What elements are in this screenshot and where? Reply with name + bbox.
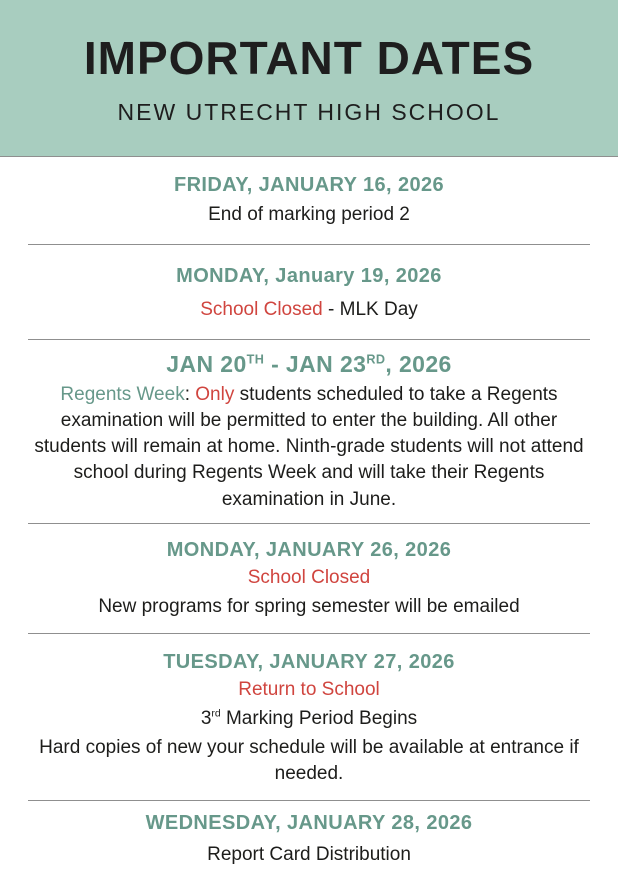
ordinal-suffix: RD — [366, 352, 386, 366]
marking-period-text: Marking Period Begins — [220, 708, 418, 730]
school-closed-label: School Closed — [247, 566, 371, 588]
number: 3 — [200, 708, 212, 730]
ordinal-suffix: rd — [211, 708, 221, 720]
section-text: New programs for spring semester will be emailed — [98, 595, 520, 617]
colon: : — [184, 383, 196, 405]
date-part: JAN 20 — [166, 350, 247, 377]
mlk-day-label: - MLK Day — [322, 298, 418, 320]
school-name: NEW UTRECHT HIGH SCHOOL — [117, 98, 501, 125]
schedule-note: Hard copies of new your schedule will be available at entrance if needed. — [39, 737, 579, 784]
section-date: MONDAY, January 19, 2026 — [176, 264, 442, 287]
date-part: - JAN 23 — [264, 350, 367, 377]
only-label: Only — [195, 383, 235, 405]
section-jan-16 — [0, 157, 618, 244]
section-date: TUESDAY, JANUARY 27, 2026 — [163, 651, 455, 674]
section-date: WEDNESDAY, JANUARY 28, 2026 — [145, 811, 473, 834]
date-part: , 2026 — [385, 350, 452, 377]
section-jan-28 — [0, 801, 618, 878]
ordinal-suffix: TH — [246, 352, 265, 366]
section-text — [0, 297, 618, 323]
return-to-school-label: Return to School — [238, 679, 380, 701]
section-date: MONDAY, JANUARY 26, 2026 — [166, 538, 452, 561]
section-date: FRIDAY, JANUARY 16, 2026 — [173, 174, 445, 196]
flyer-header — [0, 0, 618, 156]
regents-paragraph — [26, 382, 592, 513]
section-text: End of marking period 2 — [208, 204, 410, 225]
page-title: IMPORTANT DATES — [83, 31, 535, 84]
section-regents-week — [0, 340, 618, 523]
marking-period-line — [0, 706, 618, 732]
section-jan-27 — [0, 634, 618, 799]
school-closed-label: School Closed — [200, 298, 323, 320]
regents-week-label: Regents Week — [60, 383, 185, 405]
section-date — [0, 351, 618, 378]
section-jan-26 — [0, 524, 618, 634]
regents-body-text: students scheduled to take a Regents examination will be permitted to enter the building. All other students will remain at home. Ninth-grade students will not attend school during Regents Week and will take their Regents examination in June. — [34, 383, 584, 510]
section-text: Report Card Distribution — [207, 843, 411, 865]
section-jan-19 — [0, 245, 618, 339]
